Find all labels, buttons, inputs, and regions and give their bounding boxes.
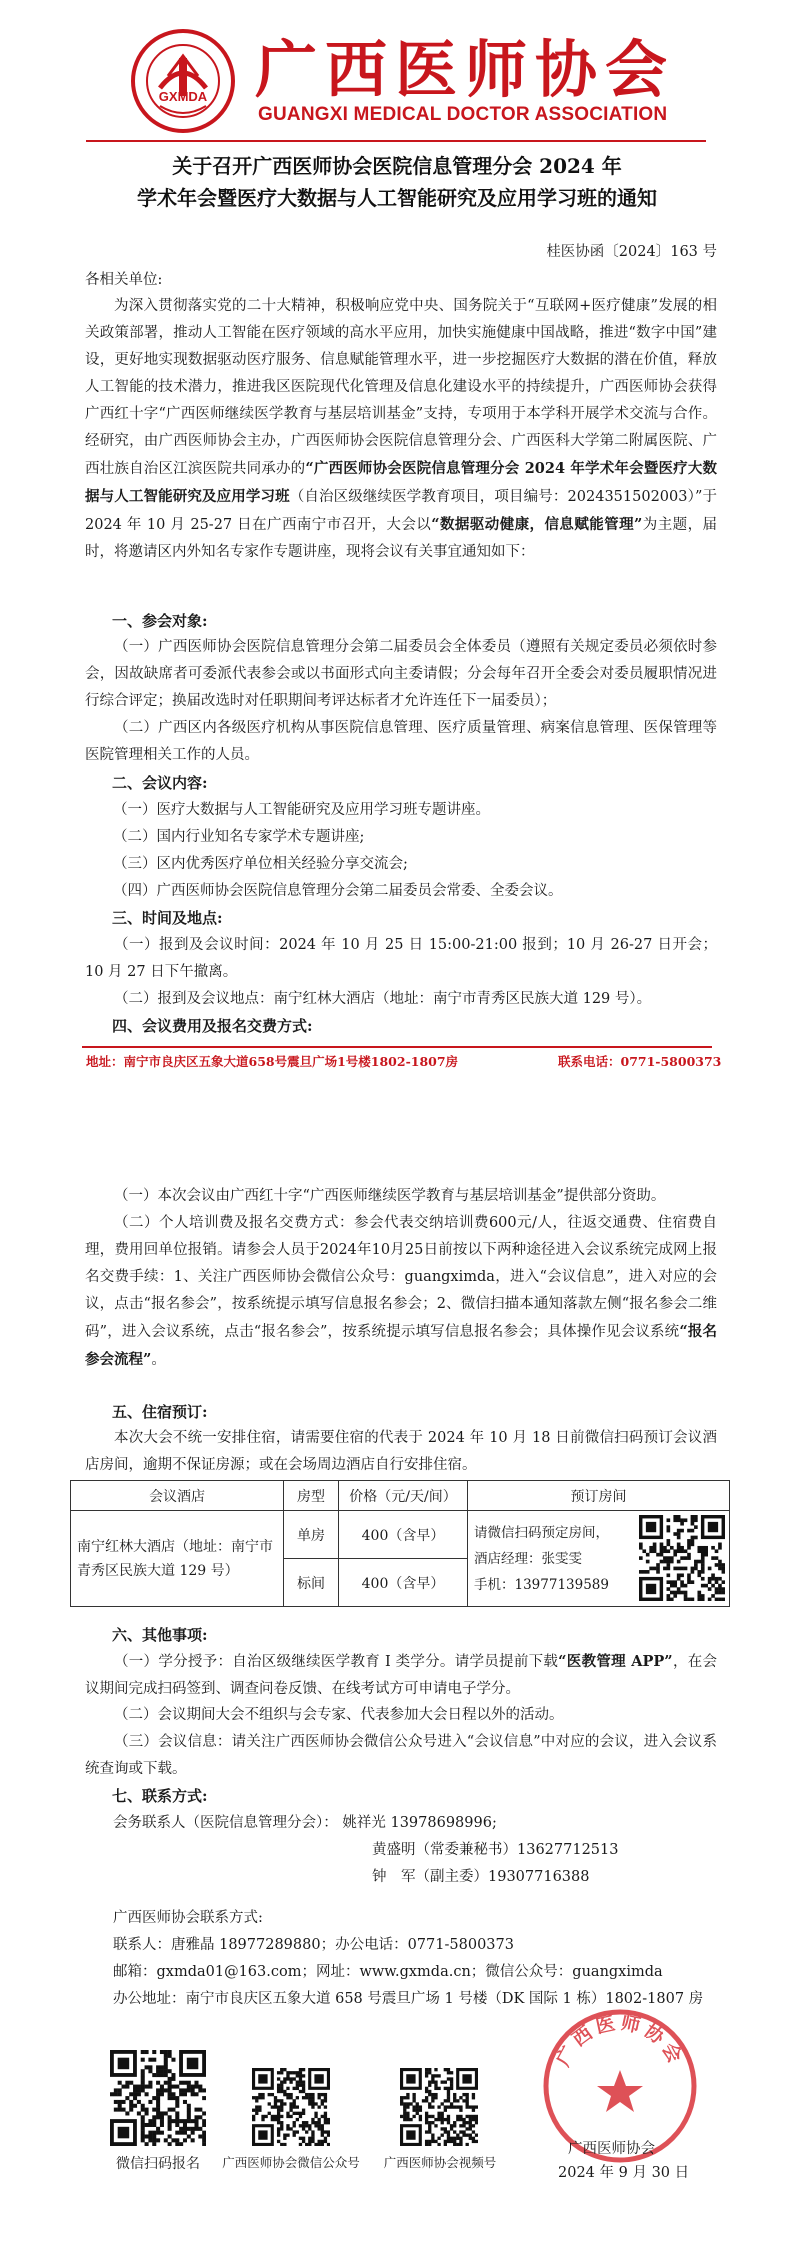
section-4-item-2-end: 。 [151,1352,166,1368]
hotel-name-cell: 南宁红林大酒店（地址：南宁市青秀区民族大道 129 号） [71,1511,284,1607]
seal-star-icon [597,2070,643,2112]
section-4-item-2-text: （二）个人培训费及报名交费方式：参会代表交纳培训费600元/人，往返交通费、住宿费自理，费用回单位报销。请参会人员于2024年10月25日前按以下两种途径进入会议系统完成网上报名交费手续：1、关注广西医师协会微信公众号：guangximda，进入“会议信息”，进入对应的会议，点击“报名参会”，按系统提示填写信息报名参会；2、微信扫描本通知落款左侧“报名参会二维码”，进入会议系统，点击“报名参会”，按系统提示填写信息报名参会；具体操作见会议系统 [85,1215,717,1340]
svg-text:广西医师协会 [551,2011,688,2070]
room-type-cell: 单房 [284,1511,339,1559]
section-3-title: 三、时间及地点: [112,909,223,927]
notice-title-line2: 学术年会暨医疗大数据与人工智能研究及应用学习班的通知 [137,186,657,210]
section-5-text: 本次大会不统一安排住宿，请需要住宿的代表于 2024 年 10 月 18 日前微信扫码预订会议酒店房间，逾期不保证房源；或在会场周边酒店自行安排住宿。 [85,1430,717,1473]
hotel-booking-qr-code[interactable] [639,1515,725,1601]
room-price-cell: 400（含早） [339,1559,468,1607]
section-4-item-2 [85,1210,717,1374]
hotel-header-cell: 会议酒店 [71,1481,284,1511]
intro-text-2: （自治区级继续医学教育项目，项目编号：2024351502003）”于 2024 年 10 月 25-27 日在广西南宁市召开，大会以 [85,489,718,533]
section-6-title: 六、其他事项: [112,1626,208,1644]
section-6-item-1-text: （一）学分授予：自治区级继续医学教育 I 类学分。请学员提前下载 [114,1654,559,1670]
section-3-item-2: （二）报到及会议地点：南宁红林大酒店（地址：南宁市青秀区民族大道 129 号）。 [114,991,652,1007]
notice-title-line1: 关于召开广西医师协会医院信息管理分会 2024 年 [172,154,622,178]
booking-line: 酒店经理：张雯雯 [474,1550,582,1567]
seal-text: 广西医师协会 [552,2011,688,2070]
hotel-header-cell: 房型 [284,1481,339,1511]
section-4-item-1: （一）本次会议由广西红十字“广西医师继续医学教育与基层培训基金”提供部分资助。 [114,1188,666,1204]
section-2-item: （一）医疗大数据与人工智能研究及应用学习班专题讲座。 [113,802,490,818]
association-contact-line: 办公地址：南宁市良庆区五象大道 658 号震旦广场 1 号楼（DK 国际 1 栋）1802-1807 房 [113,1991,704,2007]
intro-bold-2: “数据驱动健康，信息赋能管理” [431,516,643,533]
section-2-item: （四）广西医师协会医院信息管理分会第二届委员会常委、全委会议。 [113,883,563,899]
contact-line: 钟 军（副主委）19307716388 [372,1869,590,1885]
section-5-title: 五、住宿预订: [112,1403,208,1421]
page-footer-phone: 联系电话：0771-5800373 [558,1054,722,1069]
signature-date: 2024 年 9 月 30 日 [558,2165,690,2181]
qr-label-wechat-account: 广西医师协会微信公众号 [222,2155,360,2170]
intro-paragraph [85,293,717,566]
booking-line: 手机：13977139589 [474,1576,609,1593]
hotel-table [70,1480,730,1607]
qr-label-registration: 微信扫码报名 [116,2156,200,2172]
association-logo [130,28,236,134]
room-price-cell: 400（含早） [339,1511,468,1559]
booking-cell [468,1511,730,1607]
association-title-en: GUANGXI MEDICAL DOCTOR ASSOCIATION [258,104,668,125]
section-2-item: （二）国内行业知名专家学术专题讲座; [113,829,365,845]
hotel-table-row [71,1511,730,1559]
section-6-item-2: （二）会议期间大会不组织与会专家、代表参加大会日程以外的活动。 [114,1707,564,1723]
video-account-qr-code[interactable] [400,2068,478,2146]
section-6-item-1-text-end: ，在会议期间完成扫码签到、调查问卷反馈、在线考试方可申请电子学分。 [85,1654,717,1697]
notice-title [0,150,794,214]
room-type-cell: 标间 [284,1559,339,1607]
association-contact-line: 邮箱：gxmda01@163.com；网址：www.gxmda.cn；微信公众号：guangximda [113,1964,663,1980]
salutation: 各相关单位: [85,272,163,288]
page-footer-address: 地址：南宁市良庆区五象大道658号震旦广场1号楼1802-1807房 [86,1054,459,1069]
booking-line: 请微信扫码预定房间， [474,1524,609,1541]
section-4-title: 四、会议费用及报名交费方式: [112,1017,313,1035]
association-contact-line: 联系人：唐雅晶 18977289880；办公电话：0771-5800373 [113,1937,514,1953]
section-3-item-1: （一）报到及会议时间：2024 年 10 月 25 日 15:00-21:00 报到；10 月 26-27 日开会；10 月 27 日下午撤离。 [85,937,717,980]
header-rule [86,140,706,142]
page-footer-rule [82,1046,712,1048]
section-1-item-2: （二）广西区内各级医疗机构从事医院信息管理、医疗质量管理、病案信息管理、医保管理等医院管理相关工作的人员。 [85,720,717,763]
qr-label-video-account: 广西医师协会视频号 [383,2155,497,2170]
association-title-cn: 广西医师协会 [255,33,676,106]
app-name: “医教管理 APP” [558,1653,673,1670]
intro-text-3: 为主题，届时，将邀请区内外知名专家作专题讲座，现将会议有关事宜通知如下： [85,517,718,560]
signature-organization: 广西医师协会 [568,2141,655,2157]
logo-abbr: GXMDA [158,89,208,104]
section-2-title: 二、会议内容: [112,774,208,792]
intro-bold-1: “广西医师协会医院信息管理分会 2024 年学术年会暨医疗大数据与人工智能研究及应用学习班 [85,460,718,505]
registration-qr-code[interactable] [110,2050,206,2146]
registration-flow-label: “报名参会流程” [85,1323,717,1368]
intro-text-1: 为深入贯彻落实党的二十大精神，积极响应党中央、国务院关于“互联网+医疗健康”发展的相关政策部署，推动人工智能在医疗领域的高水平应用，加快实施健康中国战略，推进“数字中国”建设，更好地实现数据驱动医疗服务、信息赋能管理水平，进一步挖掘医疗大数据的潜在价值，释放人工智能的技术潜力，推进我区医院现代化管理及信息化建设水平的持续提升，广西医师协会获得广西红十字“广西医师继续医学教育与基层培训基金”支持，专项用于本学科开展学术交流与合作。经研究，由广西医师协会主办，广西医师协会医院信息管理分会、广西医科大学第二附属医院、广西壮族自治区江滨医院共同承办的 [85,298,717,477]
hotel-header-cell: 价格（元/天/间） [339,1481,468,1511]
section-7-title: 七、联系方式: [112,1787,208,1805]
section-6-item-1 [85,1648,717,1703]
hotel-table-header [71,1481,730,1511]
letterhead [0,0,794,150]
contact-line: 黄盛明（常委兼秘书）13627712513 [372,1842,619,1858]
document-number: 桂医协函〔2024〕163 号 [546,244,717,260]
section-1-title: 一、参会对象: [112,612,208,630]
section-2-item: （三）区内优秀医疗单位相关经验分享交流会; [113,856,408,872]
section-1-item-1: （一）广西医师协会医院信息管理分会第二届委员会全体委员（遵照有关规定委员必须依时参会，因故缺席者可委派代表参会或以书面形式向主委请假；分会每年召开全委会对委员履职情况进行综合评定；换届改选时对任职期间考评达标者才允许连任下一届委员）； [85,639,717,709]
association-contact-title: 广西医师协会联系方式: [113,1910,263,1926]
wechat-account-qr-code[interactable] [252,2068,330,2146]
hotel-header-cell: 预订房间 [468,1481,730,1511]
section-6-item-3: （三）会议信息：请关注广西医师协会微信公众号进入“会议信息”中对应的会议，进入会议系统查询或下载。 [85,1734,717,1777]
contact-line: 会务联系人（医院信息管理分会）： 姚祥光 13978698996; [113,1815,497,1831]
